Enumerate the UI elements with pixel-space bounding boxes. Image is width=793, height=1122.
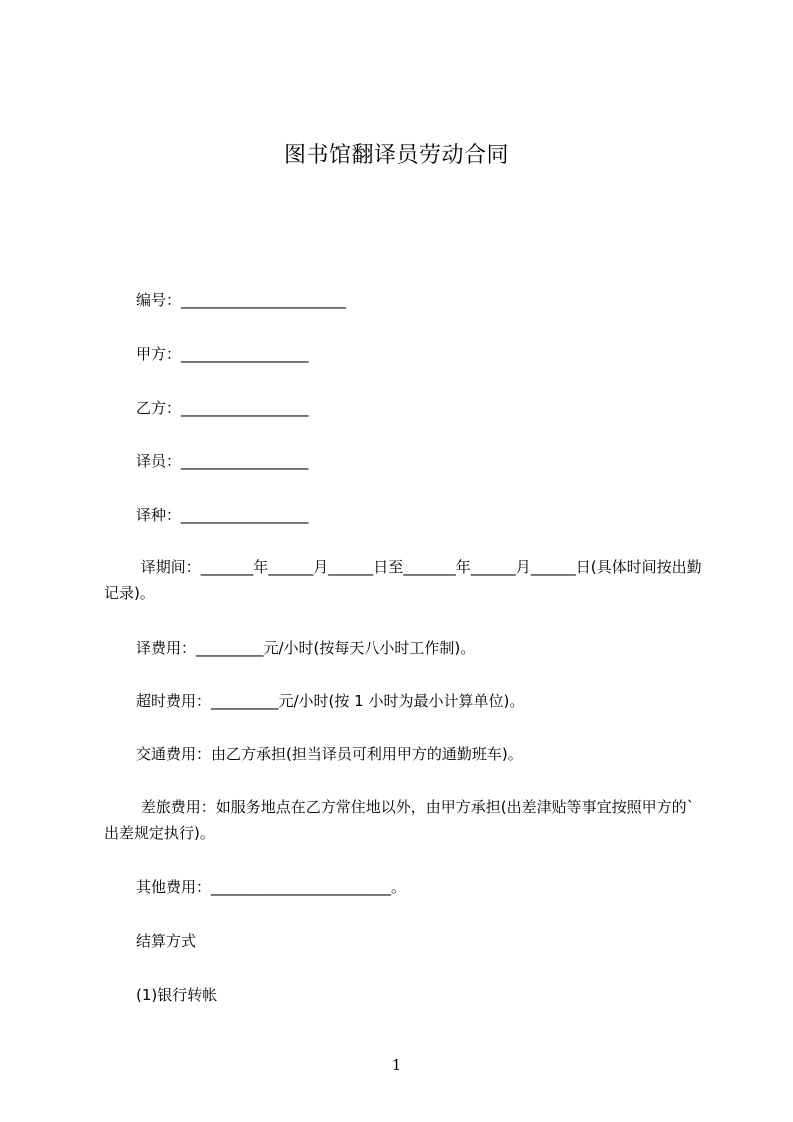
translation-period-paragraph: 译期间：_______年______月______日至_______年______月______日(具体时间按出勤记录)。 — [104, 558, 702, 602]
settlement-bank-line: (1)银行转帐 — [136, 986, 218, 1004]
translation-fee-line: 译费用：_________元/小时(按每天八小时工作制)。 — [136, 639, 476, 657]
party-a-line: 甲方：_________________ — [136, 345, 309, 363]
other-fee-line: 其他费用：________________________。 — [136, 878, 407, 896]
party-b-line: 乙方：_________________ — [136, 399, 309, 417]
language-line: 译种：_________________ — [136, 506, 309, 524]
travel-fee-paragraph: 差旅费用：如服务地点在乙方常住地以外，由甲方承担(出差津贴等事宜按照甲方的`出差规定执行)。 — [104, 798, 695, 842]
contract-number-line: 编号：______________________ — [136, 291, 347, 309]
page-number: 1 — [391, 1056, 402, 1074]
transport-fee-line: 交通费用：由乙方承担(担当译员可利用甲方的通勤班车)。 — [136, 745, 523, 763]
translator-line: 译员：_________________ — [136, 452, 309, 470]
document-title: 图书馆翻译员劳动合同 — [283, 143, 509, 168]
settlement-heading: 结算方式 — [136, 932, 197, 950]
overtime-fee-line: 超时费用：_________元/小时(按 1 小时为最小计算单位)。 — [136, 692, 525, 710]
